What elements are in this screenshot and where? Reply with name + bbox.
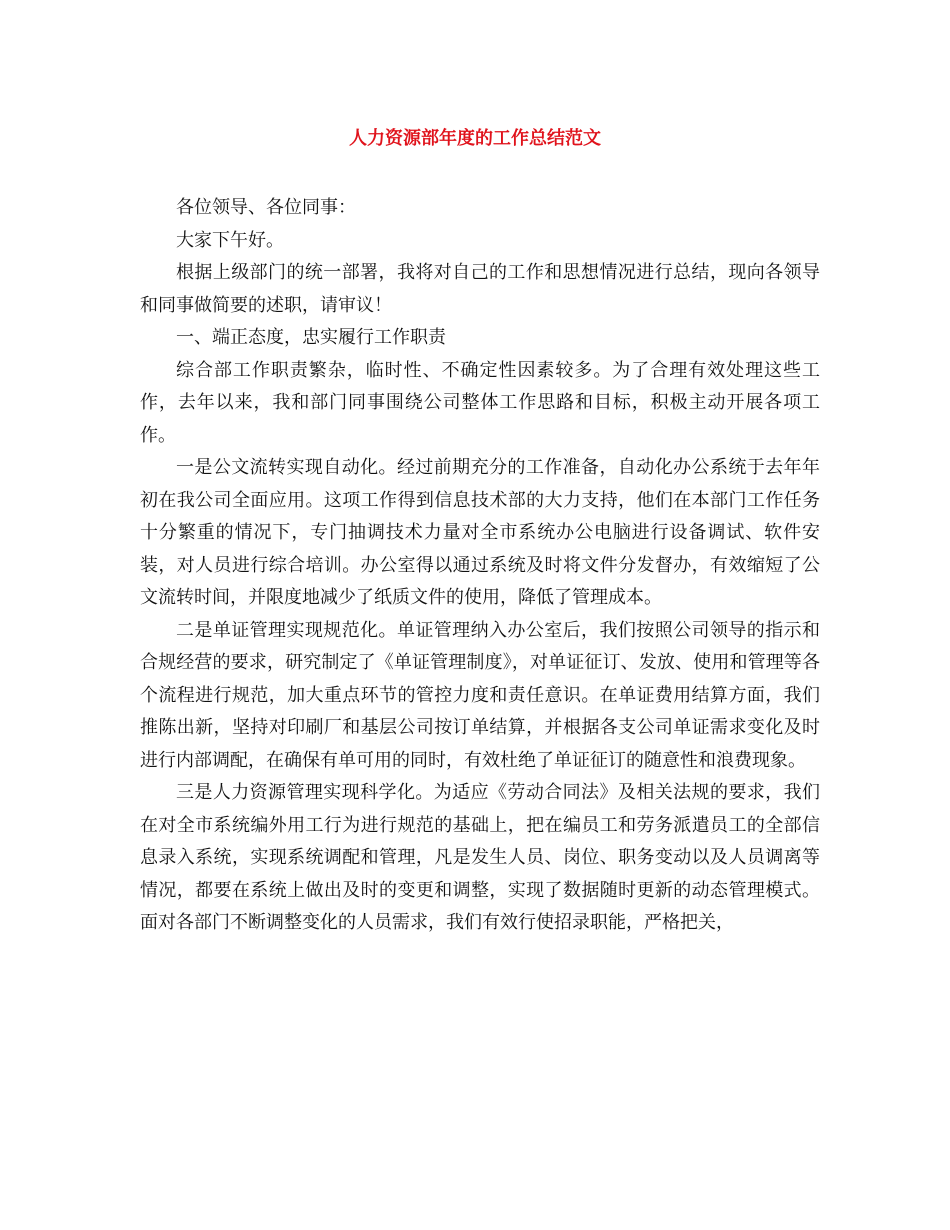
paragraph-salutation: 各位领导、各位同事：: [176, 197, 356, 218]
paragraph-hr-management: 三是人力资源管理实现科学化。为适应《劳动合同法》及相关法规的要求，我们在对全市系统编外用工行为进行规范的基础上，把在编员工和劳务派遣员工的全部信息录入系统，实现系统调配和管理，凡是发生人员、岗位、职务变动以及人员调离等情况，都要在系统上做出及时的变更和调整，实现了数据随时更新的动态管理模式。面对各部门不断调整变化的人员需求，我们有效行使招录职能，严格把关，: [140, 782, 820, 933]
paragraph-documents: 二是单证管理实现规范化。单证管理纳入办公室后，我们按照公司领导的指示和合规经营的要求，研究制定了《单证管理制度》，对单证征订、发放、使用和管理等各个流程进行规范，加大重点环节的管控力度和责任意识。在单证费用结算方面，我们推陈出新，坚持对印刷厂和基层公司按订单结算，并根据各支公司单证需求变化及时进行内部调配，在确保有单可用的同时，有效杜绝了单证征订的随意性和浪费现象。: [140, 619, 820, 771]
paragraph-automation: 一是公文流转实现自动化。经过前期充分的工作准备，自动化办公系统于去年年初在我公司全面应用。这项工作得到信息技术部的大力支持，他们在本部门工作任务十分繁重的情况下，专门抽调技术力量对全市系统办公电脑进行设备调试、软件安装，对人员进行综合培训。办公室得以通过系统及时将文件分发督办，有效缩短了公文流转时间，并限度地减少了纸质文件的使用，降低了管理成本。: [140, 457, 820, 608]
paragraph-overview: 综合部工作职责繁杂，临时性、不确定性因素较多。为了合理有效处理这些工作，去年以来，我和部门同事围绕公司整体工作思路和目标，积极主动开展各项工作。: [140, 359, 820, 446]
document-body: [140, 192, 820, 940]
section-heading: 一、端正态度，忠实履行工作职责: [176, 327, 446, 348]
paragraph-greeting: 大家下午好。: [176, 229, 284, 251]
paragraph-intro: 根据上级部门的统一部署，我将对自己的工作和思想情况进行总结，现向各领导和同事做简要的述职，请审议！: [140, 262, 820, 316]
document-title: 人力资源部年度的工作总结范文: [349, 128, 601, 149]
